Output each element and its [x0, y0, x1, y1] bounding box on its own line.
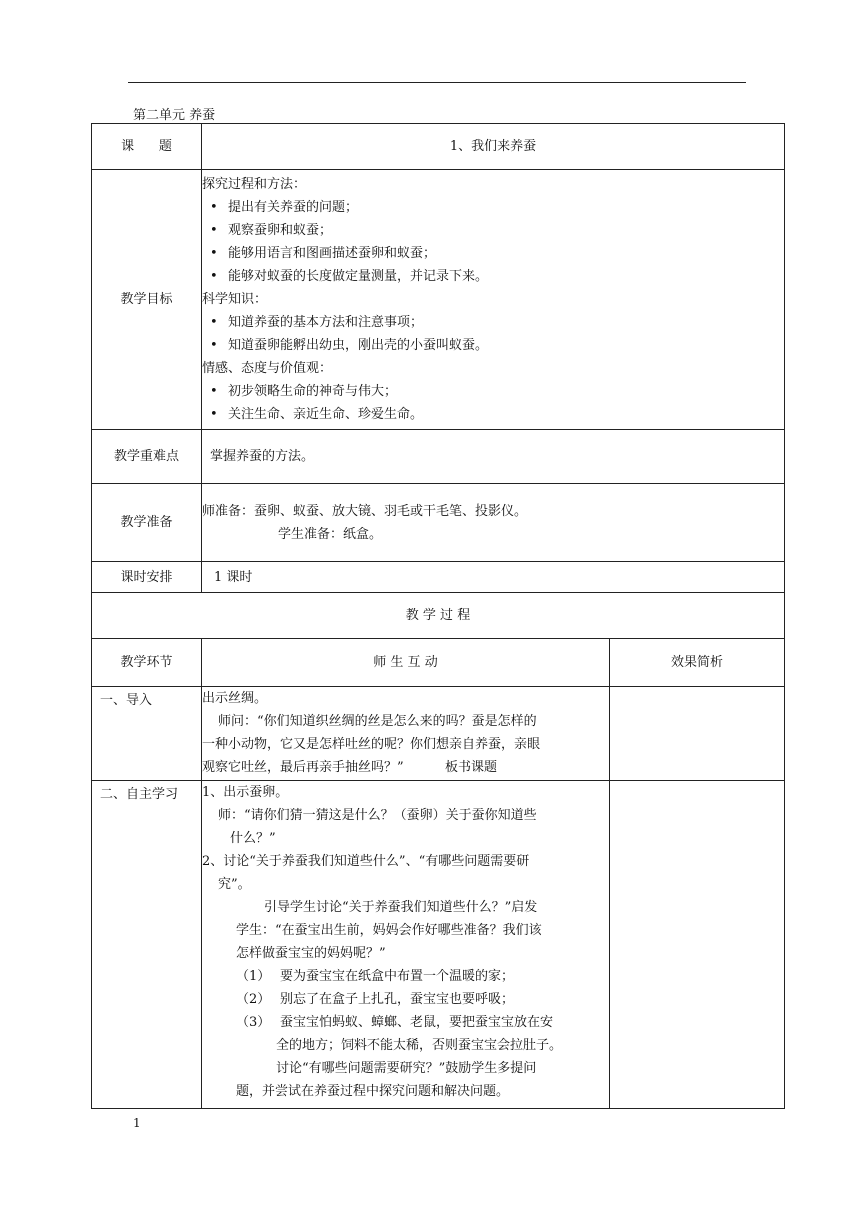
- objective-heading: 探究过程和方法：: [202, 177, 307, 192]
- self-study-list-item: [202, 1011, 609, 1034]
- self-study-list-item: [202, 965, 609, 988]
- process-header: 教 学 过 程: [92, 593, 785, 639]
- schedule-value: 1 课时: [202, 562, 785, 593]
- unit-title: 第二单元 养蚕: [133, 108, 216, 123]
- self-study-line: 师：“请你们猜一猜这是什么？（蚕卵）关于蚕你知道些: [218, 808, 537, 823]
- objectives-content: [202, 170, 785, 430]
- objective-item: • 观察蚕卵和蚁蚕；: [202, 219, 784, 242]
- list-number: （1）: [236, 969, 271, 984]
- list-text: 别忘了在盒子上扎孔，蚕宝宝也要呼吸；: [280, 992, 515, 1007]
- list-number: （2）: [236, 992, 271, 1007]
- topic-value: 1、我们来养蚕: [202, 124, 785, 170]
- self-study-line: 题，并尝试在养蚕过程中探究问题和解决问题。: [236, 1084, 510, 1099]
- self-study-line: 怎样做蚕宝宝的妈妈呢？”: [236, 946, 386, 961]
- key-points-label: 教学重难点: [92, 430, 202, 484]
- self-study-line: 学生：“在蚕宝出生前，妈妈会作好哪些准备？我们该: [236, 923, 542, 938]
- list-text: 要为蚕宝宝在纸盒中布置一个温暖的家；: [280, 969, 515, 984]
- intro-row: [92, 687, 785, 781]
- preparation-label: 教学准备: [92, 484, 202, 562]
- schedule-row: [92, 562, 785, 593]
- objective-item: • 初步领略生命的神奇与伟大；: [202, 380, 784, 403]
- process-header-row: [92, 593, 785, 639]
- preparation-row: [92, 484, 785, 562]
- self-study-list-item: [202, 988, 609, 1011]
- objective-item: • 关注生命、亲近生命、珍爱生命。: [202, 403, 784, 426]
- objectives-row: [92, 170, 785, 430]
- objective-item: • 知道蚕卵能孵出幼虫，刚出壳的小蚕叫蚁蚕。: [202, 334, 784, 357]
- objective-item: • 知道养蚕的基本方法和注意事项；: [202, 311, 784, 334]
- preparation-content: [202, 484, 785, 562]
- self-study-line: 什么？”: [230, 831, 276, 846]
- intro-line: 一种小动物，它又是怎样吐丝的呢？你们想亲自养蚕，亲眼: [202, 737, 541, 752]
- objective-item: • 提出有关养蚕的问题；: [202, 196, 784, 219]
- student-preparation: 学生准备：纸盒。: [278, 526, 383, 542]
- teacher-preparation: 师准备：蚕卵、蚁蚕、放大镜、羽毛或干毛笔、投影仪。: [202, 503, 528, 519]
- list-number: （3）: [236, 1015, 271, 1030]
- objective-item: • 能够用语言和图画描述蚕卵和蚁蚕；: [202, 242, 784, 265]
- schedule-label: 课时安排: [92, 562, 202, 593]
- intro-content: [202, 687, 610, 781]
- page-number: 1: [133, 1116, 141, 1130]
- intro-effect-cell: [610, 687, 785, 781]
- self-study-line: 讨论“有哪些问题需要研究？”鼓励学生多提问: [276, 1061, 537, 1076]
- key-points-value: 掌握养蚕的方法。: [202, 430, 785, 484]
- self-study-stage: 二、自主学习: [92, 781, 202, 1109]
- interaction-column-header: 师 生 互 动: [202, 639, 610, 687]
- effect-column-header: 效果简析: [610, 639, 785, 687]
- objectives-label: 教学目标: [92, 170, 202, 430]
- self-study-line: 究”。: [218, 877, 251, 892]
- lesson-plan-table: [91, 123, 785, 1109]
- objective-heading: 科学知识：: [202, 292, 268, 307]
- topic-label: 课 题: [92, 124, 202, 170]
- objective-heading: 情感、态度与价值观：: [202, 361, 333, 376]
- intro-line: 师问：“你们知道织丝绸的丝是怎么来的吗？蚕是怎样的: [218, 714, 537, 729]
- objective-item: • 能够对蚁蚕的长度做定量测量，并记录下来。: [202, 265, 784, 288]
- header-rule: [128, 82, 746, 83]
- topic-row: [92, 124, 785, 170]
- intro-stage: 一、导入: [92, 687, 202, 781]
- list-text: 蚕宝宝怕蚂蚁、蟑螂、老鼠，要把蚕宝宝放在安: [280, 1015, 554, 1030]
- self-study-line: 引导学生讨论“关于养蚕我们知道些什么？”启发: [264, 900, 538, 915]
- column-header-row: [92, 639, 785, 687]
- self-study-effect-cell: [610, 781, 785, 1109]
- self-study-line: 2、讨论“关于养蚕我们知道些什么”、“有哪些问题需要研: [202, 854, 530, 869]
- self-study-line: 全的地方；饲料不能太稀，否则蚕宝宝会拉肚子。: [276, 1038, 563, 1053]
- self-study-line: 1、出示蚕卵。: [202, 785, 289, 800]
- self-study-row: [92, 781, 785, 1109]
- intro-line: 观察它吐丝，最后再亲手抽丝吗？” 板书课题: [202, 760, 497, 775]
- self-study-content: [202, 781, 610, 1109]
- stage-column-header: 教学环节: [92, 639, 202, 687]
- intro-line: 出示丝绸。: [202, 691, 268, 706]
- key-points-row: [92, 430, 785, 484]
